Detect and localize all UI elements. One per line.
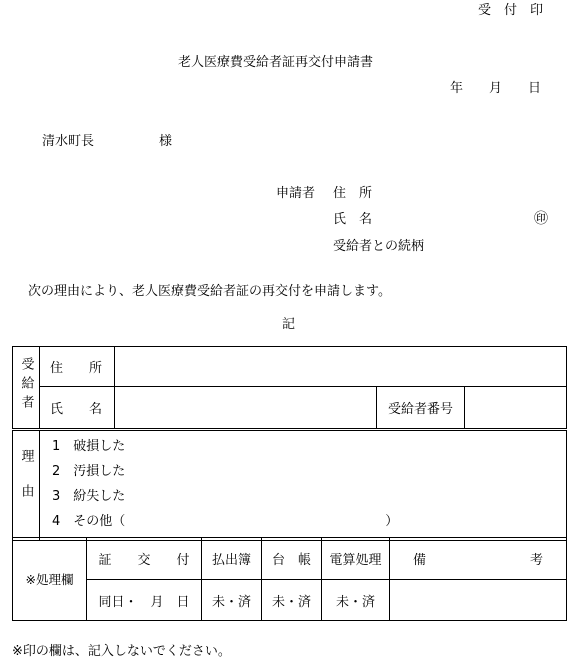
processing-table <box>12 537 567 621</box>
header-payout-ledger: 払出簿 <box>202 538 262 580</box>
applicant-relation-label: 受給者との続柄 <box>333 239 425 254</box>
seal-mark-icon: ㊞ <box>534 211 548 227</box>
recipient-side-label: 受給者 <box>13 347 40 429</box>
processing-side-label: ※処理欄 <box>13 538 87 621</box>
applicant-address-label: 住 所 <box>333 186 373 201</box>
recipient-number-label: 受給者番号 <box>377 387 465 429</box>
reason-side-label: 理由 <box>13 431 40 541</box>
applicant-name-label: 氏 名 <box>333 212 373 227</box>
reception-stamp-label: 受 付 印 <box>478 3 544 18</box>
value-certificate-issue: 同日・ 月 日 <box>87 580 202 621</box>
recipient-address-field[interactable] <box>115 347 567 387</box>
reason-table <box>12 430 567 541</box>
footer-note: ※印の欄は、記入しないでください。 <box>12 644 231 659</box>
addressee: 清水町長 様 <box>42 134 173 149</box>
reason-option-3[interactable]: 3 紛失した <box>52 489 126 504</box>
header-register: 台 帳 <box>262 538 322 580</box>
value-computer-processing: 未・済 <box>322 580 390 621</box>
recipient-name-label: 氏 名 <box>40 387 115 429</box>
page-title: 老人医療費受給者証再交付申請書 <box>178 55 374 70</box>
header-computer-processing: 電算処理 <box>322 538 390 580</box>
date-line: 年 月 日 <box>450 81 542 96</box>
value-payout-ledger: 未・済 <box>202 580 262 621</box>
header-certificate-issue: 証 交 付 <box>87 538 202 580</box>
recipient-address-label: 住 所 <box>40 347 115 387</box>
recipient-name-field[interactable] <box>115 387 377 429</box>
reason-options <box>40 431 567 541</box>
applicant-label: 申請者 <box>276 186 316 201</box>
reason-option-1[interactable]: 1 破損した <box>52 439 126 454</box>
recipient-number-field[interactable] <box>465 387 567 429</box>
header-remarks: 備 考 <box>390 538 567 580</box>
recipient-table <box>12 346 567 429</box>
value-register: 未・済 <box>262 580 322 621</box>
reason-option-4[interactable]: 4 その他（ ） <box>52 514 399 529</box>
request-statement: 次の理由により、老人医療費受給者証の再交付を申請します。 <box>28 284 391 299</box>
reason-option-2[interactable]: 2 汚損した <box>52 464 126 479</box>
record-label: 記 <box>282 317 296 332</box>
value-remarks <box>390 580 567 621</box>
